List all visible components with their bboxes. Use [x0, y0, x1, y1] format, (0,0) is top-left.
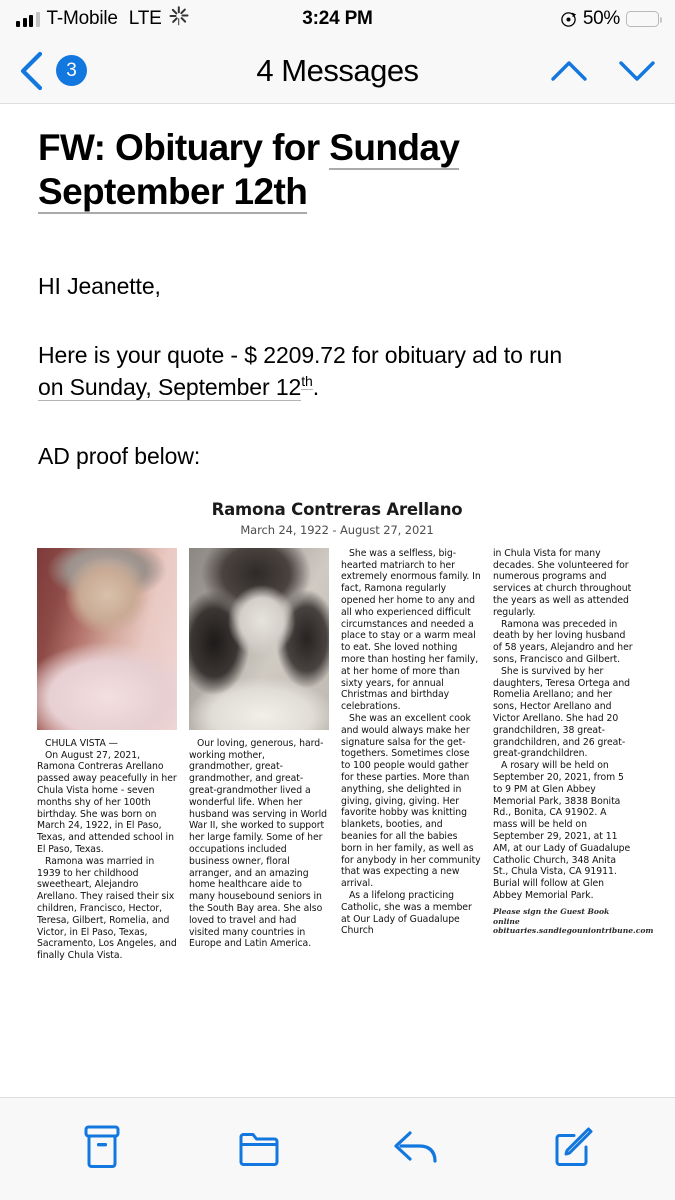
- obituary-column-4: [493, 547, 654, 936]
- obituary-paragraph: She was a selfless, big-hearted matriarch to her extremely enormous family. In fact, Ramona regularly opened her home to any and all who experienced difficult circumstances and needed a place to stay or a warm meal to eat. She loved nothing more than hosting her family, at her home of more than sixty years, for annual Christmas and birthday celebrations.: [341, 547, 481, 713]
- clock-label: 3:24 PM: [302, 8, 373, 29]
- subject-part-underlined-1: Sunday: [329, 127, 460, 168]
- carrier-label: T-Mobile: [46, 8, 118, 29]
- guestbook-line-1: Please sign the Guest Book online: [493, 906, 610, 926]
- obituary-column-2: [189, 548, 329, 950]
- email-subject: [38, 126, 637, 213]
- quote-line-2-period: .: [312, 373, 320, 400]
- obituary-paragraph: Our loving, generous, hard-working mother, grandmother, great-grandmother, and great-great-grandmother lived a wonderful life. When her husband was serving in World War II, she worked to support her large family. Some of her occupations included business owner, floral arranger, and an amazing home healthcare aide to many housebound seniors in the South Bay area. She also loved to travel and had visited many countries in Europe and Latin America.: [189, 737, 327, 950]
- obituary-column-3-text: [341, 548, 481, 937]
- obituary-column-1: [37, 548, 177, 962]
- compose-icon[interactable]: [548, 1121, 598, 1178]
- status-bar: [0, 0, 675, 38]
- obituary-paragraph: in Chula Vista for many decades. She volunteered for numerous programs and services at church throughout the years as well as attended regularly.: [493, 547, 632, 618]
- reply-icon[interactable]: [388, 1121, 444, 1178]
- move-to-folder-button[interactable]: [228, 1121, 290, 1177]
- archive-button[interactable]: [71, 1121, 133, 1177]
- obituary-ad: [37, 499, 654, 962]
- email-body[interactable]: [0, 104, 675, 1135]
- obituary-paragraph: She was an excellent cook and would always make her signature salsa for the get-togethers. Sometimes close to 100 people would gather for these parties. More than anything, she delighted in giving, giving, giving. Her favorite hobby was knitting blankets, booties, and beanies for all the babies born in her family, as well as for anybody in her community that was expecting a new arrival.: [341, 713, 481, 890]
- guestbook-line-2: obituaries.sandiegouniontribune.com: [493, 926, 654, 936]
- obituary-paragraph: Ramona was married in 1939 to her childhood sweetheart, Alejandro Arellano. They raised their six children, Francisco, Hector, Teresa, Gilbert, Romelia, and Victor, in El Paso, Texas, Sacramento, Los Angeles, and finally Chula Vista.: [37, 855, 177, 962]
- obituary-column-2-text: [189, 738, 329, 950]
- network-type-label: LTE: [128, 8, 162, 29]
- obituary-column-1-text: [37, 738, 177, 962]
- obituary-column-3: [341, 548, 481, 937]
- archive-icon[interactable]: [78, 1121, 126, 1178]
- obituary-paragraph: CHULA VISTA —: [45, 737, 118, 749]
- quote-line-2: on Sunday, September 12: [38, 373, 302, 400]
- quote-line-1: Here is your quote - $ 2209.72 for obituary ad to run: [38, 342, 563, 369]
- obituary-column-4-text: [493, 548, 633, 902]
- obituary-paragraph: On August 27, 2021, Ramona Contreras Arellano passed away peacefully in her Chula Vista home - seven months shy of her 100th birthday. She was born on March 24, 1922, in El Paso, Texas, and attended school in El Paso, Texas.: [37, 749, 177, 856]
- email-quote-paragraph: [38, 340, 637, 403]
- portrait-photo-young: [189, 548, 329, 730]
- battery-percent-label: 50%: [582, 8, 620, 29]
- obituary-dates: March 24, 1922 - August 27, 2021: [240, 522, 434, 537]
- unread-count-badge[interactable]: 3: [56, 55, 87, 86]
- obituary-paragraph: She is survived by her daughters, Teresa Ortega and Romelia Arellano; and her sons, Hector Arellano and Victor Arellano. She had 20 grandchildren, 38 great-grandchildren, and 26 great-great-grandchildren.: [493, 665, 631, 760]
- obituary-columns: [37, 547, 654, 962]
- compose-button[interactable]: [542, 1121, 604, 1177]
- ad-proof-label: AD proof below:: [38, 442, 201, 469]
- reply-button[interactable]: [385, 1121, 447, 1177]
- battery-icon: [626, 11, 659, 27]
- navigation-bar: [0, 38, 675, 104]
- guestbook-note: [493, 906, 654, 937]
- rotation-lock-icon: [560, 11, 577, 28]
- portrait-photo-elderly: [37, 548, 177, 730]
- obituary-paragraph: As a lifelong practicing Catholic, she was a member at Our Lady of Guadalupe Church: [341, 889, 472, 937]
- email-greeting: HI Jeanette,: [38, 273, 161, 300]
- obituary-name: Ramona Contreras Arellano: [211, 499, 463, 519]
- obituary-paragraph: A rosary will be held on September 20, 2021, from 5 to 9 PM at Glen Abbey Memorial Park, 3838 Bonita Rd., Bonita, CA 91902. A mass will be held on September 29, 2021, at 11 AM, at our Lady of Guadalupe Catholic Church, 348 Anita St., Chula Vista, CA 91911. Burial will follow at Glen Abbey Memorial Park.: [493, 760, 631, 901]
- subject-part-plain: FW: Obituary for: [38, 127, 330, 168]
- mail-toolbar: [0, 1097, 675, 1200]
- quote-ordinal-suffix: th: [301, 372, 313, 389]
- subject-part-underlined-2: September 12th: [38, 170, 308, 212]
- folder-icon[interactable]: [234, 1121, 284, 1178]
- obituary-paragraph: Ramona was preceded in death by her loving husband of 58 years, Alejandro and her sons, Francisco and Gilbert.: [493, 618, 633, 666]
- page-title: 4 Messages: [256, 52, 419, 88]
